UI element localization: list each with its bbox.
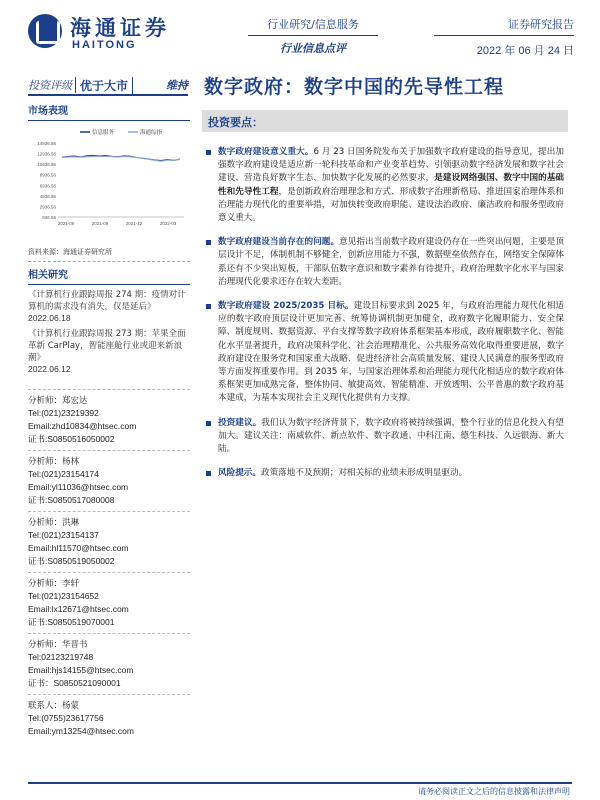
market-heading: 市场表现 [28,102,190,121]
logo-english-name: HAITONG [72,39,137,51]
y-tick-label: 12936.56 [37,151,56,157]
haitong-logo-icon [28,14,62,48]
keypoint-item [206,467,564,480]
related-research [28,266,190,375]
keypoint-text: 我们认为数字经济背景下，数字政府将被持续强调，整个行业的信息化投入有望加大。建议关注：南威软件、新点软件、数字政通、中科江南、德生科技、久远银海、新大陆。 [218,417,564,455]
analyst-name: 分析师：郑宏达 [28,395,88,405]
contact-card [28,694,190,738]
x-tick-label: 2021-09 [91,221,109,226]
rating-label: 投资评级 [28,77,76,93]
analyst-name: 分析师：李轩 [28,578,80,588]
report-date: 2022 年 06 月 24 日 [476,45,574,57]
footer-rule [28,782,572,784]
analyst-email[interactable]: Email:zhd10834@htsec.com [28,421,137,431]
report-type: 行业研究/信息服务 [248,16,378,36]
keypoint-item [206,417,564,457]
analyst-tel: Tel:02123219748 [28,652,94,662]
analyst-tel: Tel:(021)23154137 [28,530,99,540]
analyst-card [28,450,190,507]
keypoints-list [206,146,564,491]
doc-type: 证券研究报告 [434,16,574,36]
legend-label: 海通综指 [140,130,163,136]
y-tick-label: 6936.56 [39,183,56,189]
analyst-cert: 证书:S0850516050002 [28,434,115,444]
legend-label: 信息服务 [92,130,115,136]
analyst-email[interactable]: Email:hl11570@htsec.com [28,543,129,553]
keypoint-keyword: 数字政府建设意义重大。 [218,147,314,157]
analyst-cert: 证书:S0850517080008 [28,495,115,505]
page-footer [0,782,600,800]
analyst-name: 分析师：杨林 [28,456,80,466]
analyst-name: 分析师：洪琳 [28,517,80,527]
keypoint-item [206,300,564,406]
analyst-tel: Tel:(021)23154174 [28,469,99,479]
related-heading: 相关研究 [28,266,190,285]
left-sidebar [28,102,190,742]
report-title: 数字政府：数字中国的先导性工程 [204,76,505,98]
y-tick-label: 14936.56 [37,141,56,146]
keypoint-keyword: 风险提示。 [218,468,261,479]
keypoint-emphasis: 是建设网络强国、数字中国的基础性和先导性工程 [218,173,564,197]
analyst-tel: Tel:(021)23154652 [28,591,99,601]
keypoint-text: 政策落地不及预期；对相关标的业绩未形成明显驱动。 [260,468,468,479]
analyst-name: 分析师：华晋书 [28,639,88,649]
market-chart [28,125,190,241]
analyst-tel: Tel:(021)23219392 [28,408,99,418]
keypoint-text: 建设目标要求到 2025 年，与政府治理能力现代化相适应的数字政府顶层设计更加完善、统筹协调机制更加健全，政府数字化履职能力、安全保障、制度规则、数据资源、平台支撑等数字政府体系框架基本形成，政府履职数字化、智能化水平显著提升，政府决策科学化、社会治理精准化、公共服务高效化取得重要进展，数字政府建设在服务党和国家重大战略、促进经济社会高质量发展、建设人民满意的服务型政府等方面发挥重要作用。到 2035 年，与国家治理体系和治理能力现代化相适应的数字政府体系框架更加成熟完备，整体协同、敏捷高效、智能精准、开放透明、公平普惠的数字政府基本建成，为基本实现社会主义现代化提供有力支撑。 [218,301,564,404]
y-tick-label: 10936.56 [37,162,56,168]
keypoints-header [202,110,568,132]
market-chart-svg [28,125,190,241]
logo-chinese-name: 海通证券 [70,15,170,40]
related-item-title[interactable]: 《计算机行业跟踪周报 274 期：疫情对计算机的需求没有消失，仅是延后》 [28,290,186,312]
analyst-card [28,633,190,690]
y-tick-label: 8936.56 [39,172,56,178]
report-meta [434,16,574,58]
rating-value: 优于大市 [76,77,133,94]
report-subtype: 行业信息点评 [280,42,346,55]
related-item-date: 2022.06.18 [28,313,71,323]
investment-rating [28,76,188,96]
x-tick-label: 2021-06 [57,221,75,226]
contact-email[interactable]: Email:ym13254@htsec.com [28,726,134,736]
y-tick-label: 4936.56 [39,193,56,199]
related-item-date: 2022.06.12 [28,364,71,374]
y-tick-label: 2936.56 [39,204,56,210]
rating-maintain: 维持 [166,79,188,92]
related-item[interactable] [28,328,190,375]
report-category [248,16,378,56]
keypoint-keyword: 数字政府建设 2025/2035 目标。 [218,301,354,312]
keypoint-text-tail: ，是创新政府治理理念和方式、形成数字治理新格局、推进国家治理体系和治理能力现代化的重要举措，对加快转变政府职能、建设法治政府、廉洁政府和服务型政府意义重大。 [218,186,564,224]
x-tick-label: 2022-03 [159,221,177,226]
analyst-email[interactable]: Email:lx12671@htsec.com [28,604,129,614]
contact-name: 联系人：杨蒙 [28,700,80,710]
keypoint-keyword: 数字政府建设当前存在的问题。 [218,237,340,248]
report-header [0,0,600,62]
keypoint-item [206,146,564,225]
keypoint-text: 意见指出当前数字政府建设仍存在一些突出问题，主要是顶层设计不足，体制机制不够健全，创新应用能力不强，数据壁垒依然存在，网络安全保障体系还有不少突出短板，干部队伍数字意识和数字素养有待提升，政府治理数字化水平与国家治理现代化要求还存在较大差距。 [218,237,564,287]
contact-tel: Tel:(0755)23617756 [28,713,104,723]
analyst-cert: 证书:S0850519050002 [28,556,115,566]
related-item[interactable] [28,289,190,324]
y-tick-label: 936.56 [42,215,56,220]
analyst-email[interactable]: Email:hjs14155@htsec.com [28,665,134,675]
analyst-cert: 证书：S0850521090001 [28,678,121,688]
disclaimer-text: 请务必阅读正文之后的信息披露和法律声明 [418,787,570,796]
analyst-cert: 证书:S0850519070001 [28,617,115,627]
related-item-title[interactable]: 《计算机行业跟踪周报 273 期：苹果全面革新 CarPlay，智能座舱行业或迎来新浪潮》 [28,329,186,363]
keypoint-item [206,236,564,289]
analyst-card [28,389,190,446]
keypoint-text: 6 月 23 日国务院发布关于加强数字政府建设的指导意见，提出加强数字政府建设是适应新一轮科技革命和产业变革趋势、引领驱动数字经济发展和数字社会建设、营造良好数字生态、加快数字化发展的必然要求， [218,147,564,184]
keypoint-keyword: 投资建议。 [218,417,262,428]
chart-source: 资料来源：海通证券研究所 [28,247,190,262]
analyst-card [28,572,190,629]
analyst-card [28,511,190,568]
haitong-logo [28,12,178,52]
keypoints-title: 投资要点： [208,116,263,129]
analyst-list [28,389,190,738]
analyst-email[interactable]: Email:yl11036@htsec.com [28,482,129,492]
x-tick-label: 2021-12 [125,221,143,226]
